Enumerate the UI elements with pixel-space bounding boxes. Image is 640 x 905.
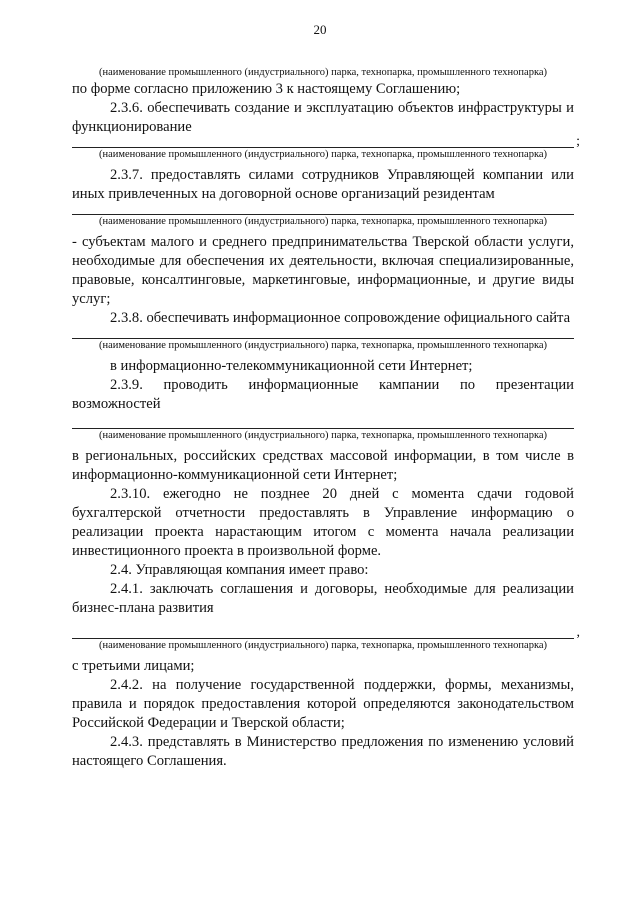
blank-fill-line — [72, 204, 574, 215]
paragraph: 2.4.2. на получение государственной поддержки, формы, механизмы, правила и порядок предоставления которой определяются законодательством Российской Федерации и Тверской области; — [72, 677, 574, 731]
paragraph: 2.3.7. предоставлять силами сотрудников Управляющей компании или иных привлеченных на договорной основе организаций резидентам — [72, 167, 574, 202]
field-caption: (наименование промышленного (индустриального) парка, технопарка, промышленного технопарка) — [98, 430, 548, 441]
paragraph: 2.3.10. ежегодно не позднее 20 дней с момента сдачи годовой бухгалтерской отчетности предоставлять в Управление информацию о реализации проекта нарастающим итогом с момента начала реализации инвестиционного проекта в произвольной форме. — [72, 486, 574, 559]
blank-fill-line — [72, 134, 580, 149]
paragraph: по форме согласно приложению 3 к настоящему Соглашению; — [72, 81, 461, 97]
paragraph: в региональных, российских средствах массовой информации, в том числе в информационно-коммуникационной сети Интернет; — [72, 448, 574, 483]
blank-fill-line — [72, 328, 574, 339]
field-caption: (наименование промышленного (индустриального) парка, технопарка, промышленного технопарка) — [98, 340, 548, 351]
field-caption: (наименование промышленного (индустриального) парка, технопарка, промышленного технопарка) — [98, 216, 548, 227]
page-number: 20 — [313, 22, 327, 37]
field-caption: (наименование промышленного (индустриального) парка, технопарка, промышленного технопарка) — [98, 640, 548, 651]
paragraph: 2.3.9. проводить информационные кампании по презентации возможностей — [72, 377, 574, 412]
paragraph: - субъектам малого и среднего предпринимательства Тверской области услуги, необходимые для обеспечения их деятельности, включая специализированные, правовые, консалтинговые, маркетинговые, информационные, и другие виды услуг; — [72, 234, 574, 307]
paragraph: 2.4.1. заключать соглашения и договоры, необходимые для реализации бизнес-плана развития — [72, 581, 574, 616]
field-caption: (наименование промышленного (индустриального) парка, технопарка, промышленного технопарка) — [98, 67, 548, 78]
paragraph: в информационно-телекоммуникационной сети Интернет; — [110, 358, 473, 374]
paragraph: 2.4.3. представлять в Министерство предложения по изменению условий настоящего Соглашения. — [72, 734, 574, 769]
line-punctuation: ; — [576, 134, 580, 149]
field-caption: (наименование промышленного (индустриального) парка, технопарка, промышленного технопарка) — [98, 149, 548, 160]
blank-fill-line — [72, 418, 574, 429]
paragraph: 2.4. Управляющая компания имеет право: — [110, 562, 369, 578]
line-punctuation: , — [576, 625, 580, 640]
blank-fill-line — [72, 625, 580, 640]
document-body — [72, 66, 580, 771]
paragraph: 2.3.6. обеспечивать создание и эксплуатацию объектов инфраструктуры и функционирование — [72, 100, 574, 135]
paragraph: 2.3.8. обеспечивать информационное сопровождение официального сайта — [110, 310, 571, 326]
paragraph: с третьими лицами; — [72, 658, 195, 674]
